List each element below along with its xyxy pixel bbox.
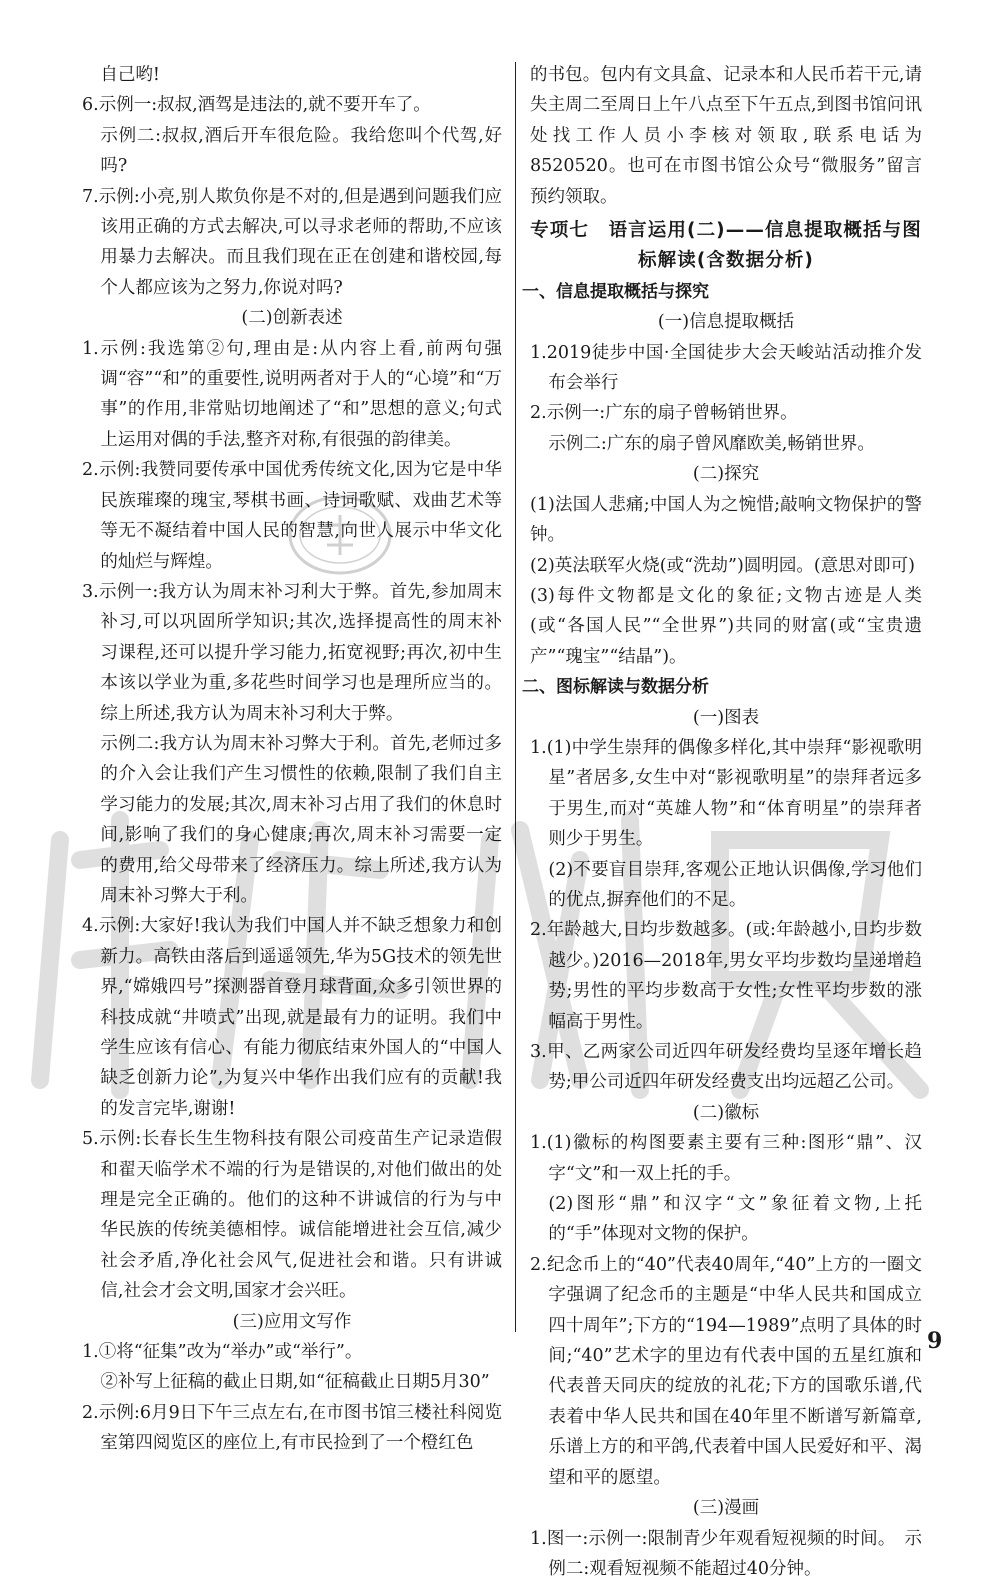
right-para: (二)徽标 — [530, 1098, 922, 1128]
left-para: 3.示例一:我方认为周末补习利大于弊。首先,参加周末补习,可以巩固所学知识;其次,选择提高性的周末补习课程,还可以提升学习能力,拓宽视野;再次,初中生本该以学业为重,多花些时间学习也是理所应当的。综上所述,我方认为周末补习利大于弊。 — [82, 577, 502, 729]
right-para: 1.(1)中学生崇拜的偶像多样化,其中崇拜“影视歌明星”者居多,女生中对“影视歌明星”的崇拜者远多于男生,而对“英雄人物”和“体育明星”的崇拜者则少于男生。 — [530, 733, 922, 855]
right-para: (二)探究 — [530, 459, 922, 489]
right-para: 专项七 语言运用(二)——信息提取概括与图标解读(含数据分析) — [530, 216, 922, 277]
page-number: 9 — [927, 1328, 942, 1354]
right-para: (2)不要盲目崇拜,客观公正地认识偶像,学习他们的优点,摒弃他们的不足。 — [530, 855, 922, 916]
left-para: 示例二:我方认为周末补习弊大于利。首先,老师过多的介入会让我们产生习惯性的依赖,限制了我们自主学习能力的发展;其次,周末补习占用了我们的休息时间,影响了我们的身心健康;再次,周末补习需要一定的费用,给父母带来了经济压力。综上所述,我方认为周末补习弊大于利。 — [82, 729, 502, 911]
left-para: 5.示例:长春长生生物科技有限公司疫苗生产记录造假和翟天临学术不端的行为是错误的,对他们做出的处理是完全正确的。他们的这种不讲诚信的行为与中华民族的传统美德相悖。诚信能增进社会互信,减少社会矛盾,净化社会风气,促进社会和谐。只有讲诚信,社会才会文明,国家才会兴旺。 — [82, 1124, 502, 1306]
column-divider — [515, 62, 516, 1332]
right-para: (一)图表 — [530, 703, 922, 733]
right-column — [530, 60, 922, 1584]
left-para: 示例二:叔叔,酒后开车很危险。我给您叫个代驾,好吗? — [82, 121, 502, 182]
left-para: 1.①将“征集”改为“举办”或“举行”。 — [82, 1337, 502, 1367]
right-para: (2)图形“鼎”和汉字“文”象征着文物,上托的“手”体现对文物的保护。 — [530, 1189, 922, 1250]
right-para: (一)信息提取概括 — [530, 307, 922, 337]
right-para: 示例二:广东的扇子曾风靡欧美,畅销世界。 — [530, 429, 922, 459]
left-para: ②补写上征稿的截止日期,如“征稿截止日期5月30” — [82, 1367, 502, 1397]
right-para: 1.图一:示例一:限制青少年观看短视频的时间。 示例二:观看短视频不能超过40分钟。 — [530, 1524, 922, 1584]
right-para: 的书包。包内有文具盒、记录本和人民币若干元,请失主周二至周日上午八点至下午五点,到图书馆问讯处找工作人员小李核对领取,联系电话为8520520。也可在市图书馆公众号“微服务”留言预约领取。 — [530, 60, 922, 212]
right-para: 2.年龄越大,日均步数越多。(或:年龄越小,日均步数越少。)2016—2018年,男女平均步数均呈递增趋势;男性的平均步数高于女性;女性平均步数的涨幅高于男性。 — [530, 915, 922, 1037]
right-para: 1.(1)徽标的构图要素主要有三种:图形“鼎”、汉字“文”和一双上托的手。 — [530, 1128, 922, 1189]
right-para: 1.2019徒步中国·全国徒步大会天峻站活动推介发布会举行 — [530, 338, 922, 399]
left-para: 7.示例:小亮,别人欺负你是不对的,但是遇到问题我们应该用正确的方式去解决,可以寻求老师的帮助,不应该用暴力去解决。而且我们现在正在创建和谐校园,每个人都应该为之努力,你说对吗? — [82, 182, 502, 304]
left-para: 6.示例一:叔叔,酒驾是违法的,就不要开车了。 — [82, 90, 502, 120]
left-para: 自己哟! — [82, 60, 502, 90]
right-para: 二、图标解读与数据分析 — [522, 672, 922, 702]
left-para: (三)应用文写作 — [82, 1307, 502, 1337]
left-para: 2.示例:我赞同要传承中国优秀传统文化,因为它是中华民族璀璨的瑰宝,琴棋书画、诗词歌赋、戏曲艺术等等无不凝结着中国人民的智慧,向世人展示中华文化的灿烂与辉煌。 — [82, 455, 502, 577]
right-para: (1)法国人悲痛;中国人为之惋惜;敲响文物保护的警钟。 — [530, 490, 922, 551]
right-para: 3.甲、乙两家公司近四年研发经费均呈逐年增长趋势;甲公司近四年研发经费支出均远超乙公司。 — [530, 1037, 922, 1098]
right-para: (3)每件文物都是文化的象征;文物古迹是人类(或“各国人民”“全世界”)共同的财富(或“宝贵遗产”“瑰宝”“结晶”)。 — [530, 581, 922, 672]
right-para: (三)漫画 — [530, 1493, 922, 1523]
right-para: 2.示例一:广东的扇子曾畅销世界。 — [530, 398, 922, 428]
left-para: 2.示例:6月9日下午三点左右,在市图书馆三楼社科阅览室第四阅览区的座位上,有市民捡到了一个橙红色 — [82, 1398, 502, 1459]
left-para: (二)创新表述 — [82, 303, 502, 333]
left-para: 1.示例:我选第②句,理由是:从内容上看,前两句强调“容”“和”的重要性,说明两者对于人的“心境”和“万事”的作用,非常贴切地阐述了“和”思想的意义;句式上运用对偶的手法,整齐对称,有很强的韵律美。 — [82, 334, 502, 456]
left-para: 4.示例:大家好!我认为我们中国人并不缺乏想象力和创新力。高铁由落后到遥遥领先,华为5G技术的领先世界,“嫦娥四号”探测器首登月球背面,众多引领世界的科技成就“井喷式”出现,就是最有力的证明。我们中学生应该有信心、有能力彻底结束外国人的“中国人缺乏创新力论”,为复兴中华作出我们应有的贡献!我的发言完毕,谢谢! — [82, 911, 502, 1124]
left-column — [82, 60, 502, 1459]
right-para: 2.纪念币上的“40”代表40周年,“40”上方的一圈文字强调了纪念币的主题是“中华人民共和国成立四十周年”;下方的“194—1989”点明了具体的时间;“40”艺术字的里边有代表中国的五星红旗和代表普天同庆的绽放的礼花;下方的国歌乐谱,代表着中华人民共和国在40年里不断谱写新篇章,乐谱上方的和平鸽,代表着中国人民爱好和平、渴望和平的愿望。 — [530, 1250, 922, 1493]
right-para: (2)英法联军火烧(或“洗劫”)圆明园。(意思对即可) — [530, 551, 922, 581]
right-para: 一、信息提取概括与探究 — [522, 277, 922, 307]
